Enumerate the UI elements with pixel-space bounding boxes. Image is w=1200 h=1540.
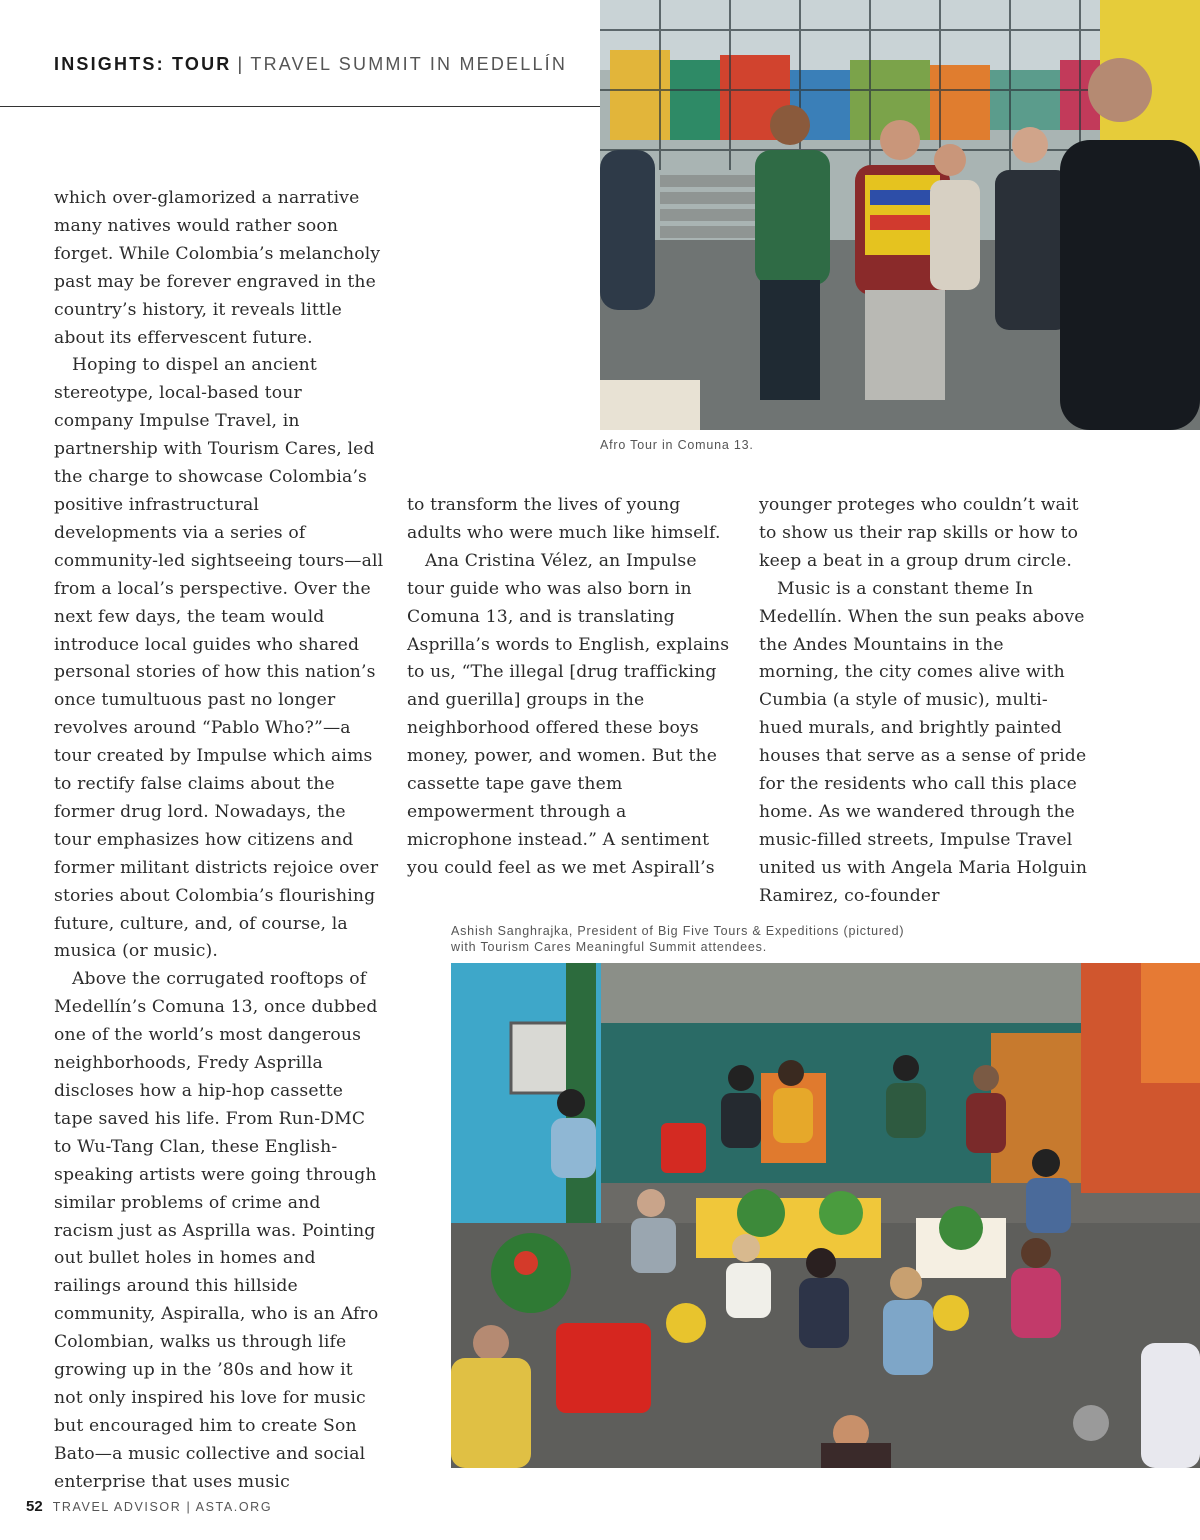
text-column-1 (54, 185, 384, 1497)
section-label: INSIGHTS: TOUR (54, 54, 232, 74)
paragraph: Above the corrugated rooftops of Medellín’s Comuna 13, once dubbed one of the world’s most dangerous neighborhoods, Fredy Asprilla discloses how a hip-hop cassette tape saved his life. From Run-DMC to Wu-Tang Clan, these English-speaking artists were going through similar problems of crime and racism just as Asprilla was. Pointing out bullet holes in homes and railings around this hillside community, Aspiralla, who is an Afro Colombian, walks us through life growing up in the ’80s and how it not only inspired his love for music but encouraged him to create Son Bato—a music collective and social enterprise that uses music (54, 969, 379, 1492)
header-rule (0, 106, 600, 107)
section-subtitle: TRAVEL SUMMIT IN MEDELLÍN (250, 54, 568, 74)
publication-label: TRAVEL ADVISOR | ASTA.ORG (52, 1500, 273, 1514)
caption-line: Ashish Sanghrajka, President of Big Five Tours & Expeditions (pictured) (451, 924, 905, 938)
paragraph: Hoping to dispel an ancient stereotype, local-based tour company Impulse Travel, in partnership with Tourism Cares, led the charge to showcase Colombia’s positive infrastructural developments via a series of community-led sightseeing tours—all from a local’s perspective. Over the next few days, the team would introduce local guides who shared personal stories of how this nation’s once tumultuous past no longer revolves around “Pablo Who?”—a tour created by Impulse which aims to rectify false claims about the former drug lord. Nowadays, the tour emphasizes how citizens and former militant districts rejoice over stories about Colombia’s flourishing future, culture, and, of course, la musica (or music). (54, 355, 384, 962)
text-column-3 (759, 492, 1089, 911)
caption-bottom-photo (451, 923, 1011, 955)
paragraph: Music is a constant theme In Medellín. When the sun peaks above the Andes Mountains in the morning, the city comes alive with Cumbia (a style of music), multi-hued murals, and brightly painted houses that serve as a sense of pride for the residents who call this place home. As we wandered through the music-filled streets, Impulse Travel united us with Angela Maria Holguin Ramirez, co-founder (759, 578, 1088, 906)
running-header (54, 54, 567, 75)
page-number: 52 (26, 1498, 43, 1515)
paragraph: younger proteges who couldn’t wait to show us their rap skills or how to keep a beat in a group drum circle. (759, 495, 1079, 571)
paragraph: which over-glamorized a narrative many natives would rather soon forget. While Colombia’s melancholy past may be forever engraved in the country’s history, it reveals little about its effervescent future. (54, 188, 381, 348)
header-separator: | (237, 54, 245, 74)
text-column-2 (407, 492, 737, 883)
page-footer (26, 1498, 272, 1516)
paragraph: to transform the lives of young adults who were much like himself. (407, 495, 721, 543)
caption-top-photo: Afro Tour in Comuna 13. (600, 438, 754, 452)
caption-line: with Tourism Cares Meaningful Summit attendees. (451, 940, 767, 954)
paragraph: Ana Cristina Vélez, an Impulse tour guide who was also born in Comuna 13, and is translating Asprilla’s words to English, explains to us, “The illegal [drug trafficking and guerilla] groups in the neighborhood offered these boys money, power, and women. But the cassette tape gave them empowerment through a microphone instead.” A sentiment you could feel as we met Aspirall’s (407, 550, 730, 878)
photo-summit-attendees (451, 963, 1200, 1468)
photo-afro-tour (600, 0, 1200, 430)
